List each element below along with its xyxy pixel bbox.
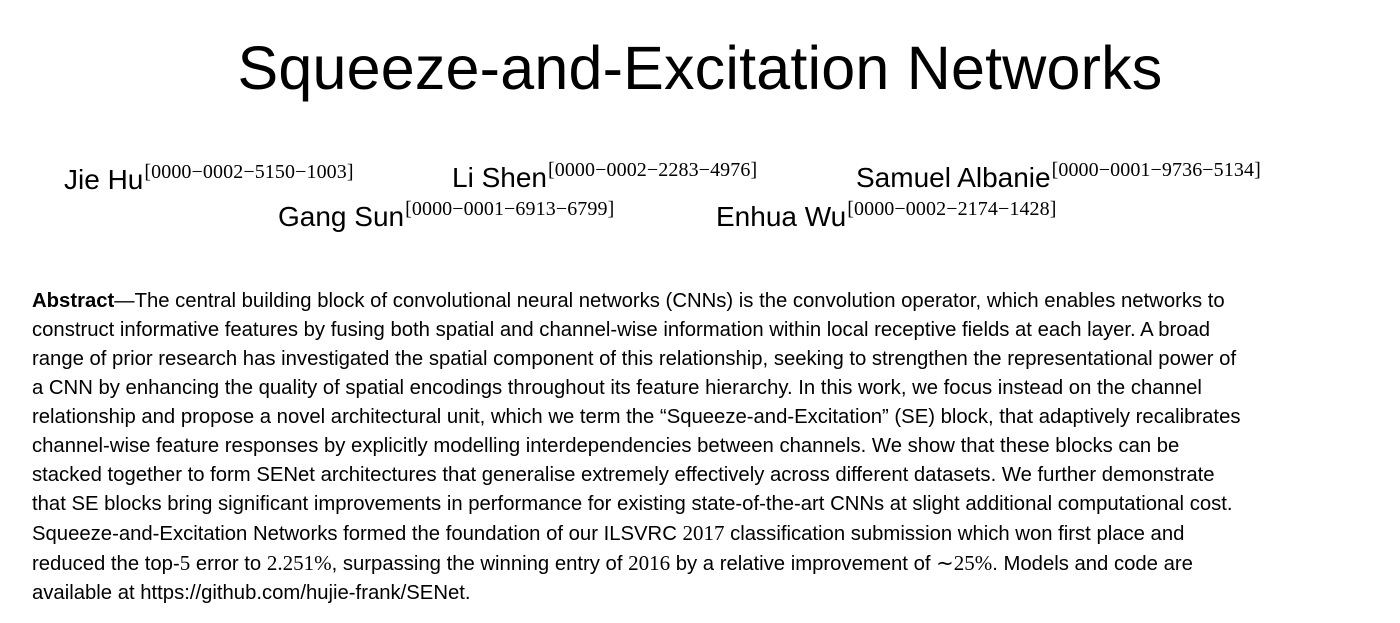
math-year: 2017 [682, 521, 725, 545]
author-name: Jie Hu [64, 164, 144, 195]
abstract-line: available at https://github.com/hujie-frank/SENet. [32, 582, 471, 604]
author-name: Enhua Wu [716, 201, 847, 232]
author-name: Samuel Albanie [856, 162, 1051, 193]
author-jie-hu [64, 163, 354, 200]
math-top-k: 5 [179, 551, 191, 575]
author-orcid: [0000−0001−9736−5134] [1051, 159, 1261, 181]
author-orcid: [0000−0002−5150−1003] [144, 161, 354, 183]
math-year: 2016 [628, 551, 671, 575]
abstract-line: a CNN by enhancing the quality of spatial encodings throughout its feature hierarchy. In this work, we focus instead on the channel [32, 377, 1202, 399]
author-orcid: [0000−0002−2174−1428] [847, 198, 1057, 220]
abstract-line: Squeeze-and-Excitation Networks formed the foundation of our ILSVRC 2017 classification submission which won first place and [32, 521, 1185, 545]
author-orcid: [0000−0001−6913−6799] [405, 198, 615, 220]
abstract-line: reduced the top-5 error to 2.251%, surpassing the winning entry of 2016 by a relative improvement of ∼25%. Models and code are [32, 551, 1193, 575]
author-enhua-wu [716, 200, 1057, 237]
abstract-line: that SE blocks bring significant improvements in performance for existing state-of-the-art CNNs at slight additional computational cost. [32, 493, 1233, 515]
abstract-line: construct informative features by fusing both spatial and channel-wise information within local receptive fields at each layer. A broad [32, 319, 1211, 341]
paper-title: Squeeze-and-Excitation Networks [237, 34, 1163, 102]
author-samuel-albanie [856, 161, 1261, 198]
author-orcid: [0000−0002−2283−4976] [547, 159, 758, 181]
math-error-value: 2.251% [266, 551, 332, 575]
abstract-line: channel-wise feature responses by explicitly modelling interdependencies between channels. We show that these blocks can be [32, 435, 1180, 457]
abstract-line: relationship and propose a novel architectural unit, which we term the “Squeeze-and-Excitation” (SE) block, that adaptively recalibrates [32, 406, 1241, 428]
author-gang-sun [278, 200, 614, 237]
abstract-line: range of prior research has investigated the spatial component of this relationship, seeking to strengthen the representational power of [32, 348, 1237, 370]
author-name: Gang Sun [278, 201, 405, 232]
author-name: Li Shen [452, 162, 547, 193]
abstract-label: Abstract [32, 290, 115, 312]
abstract-line: stacked together to form SENet architectures that generalise extremely effectively across different datasets. We further demonstrate [32, 464, 1215, 486]
author-li-shen [452, 161, 757, 198]
abstract [32, 287, 1370, 608]
math-improvement: ∼25% [936, 551, 993, 575]
abstract-line: Abstract—The central building block of convolutional neural networks (CNNs) is the convolution operator, which enables networks to [32, 290, 1225, 312]
